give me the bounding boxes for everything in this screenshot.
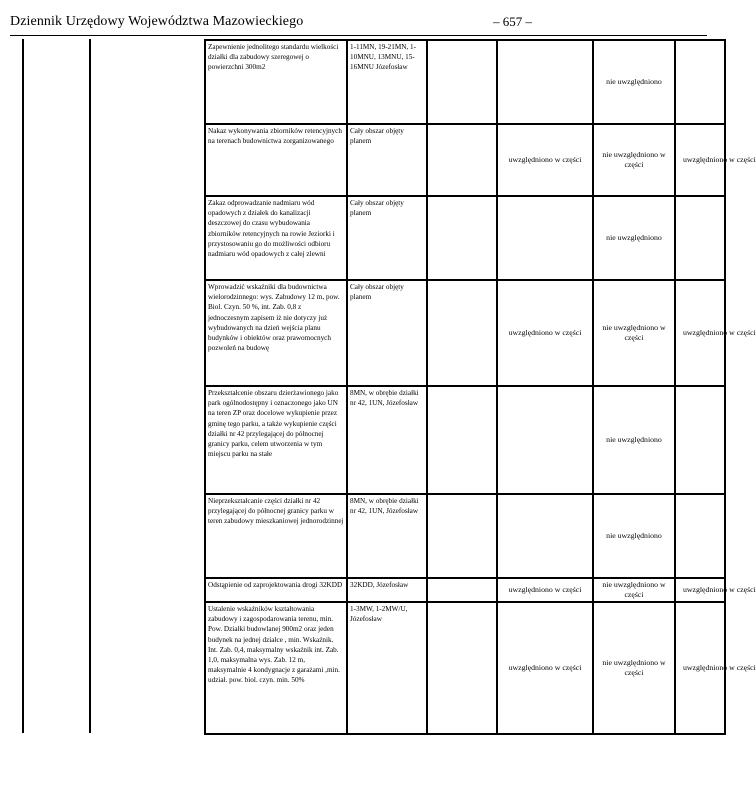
left-column-border-2 [89,39,91,733]
cell-area: 1-3MW, 1-2MW/U, Józefosław [347,602,427,734]
cell-col5: nie uwzględniono w części [593,578,675,602]
cell-col5: nie uwzględniono [593,196,675,280]
cell-col5: nie uwzględniono [593,386,675,494]
cell-col6: uwzględniono w części [675,578,725,602]
table-row [205,602,725,734]
cell-content: Zakaz odprowadzanie nadmiaru wód opadowych z działek do kanalizacji deszczowej do czasu wybudowania zbiorników retencyjnych na rowie Jeziorki i przystosowaniu go do możliwości odbioru nadmiaru wód opadowych z całej zlewni [205,196,347,280]
table-row [205,196,725,280]
cell-col3 [427,494,497,578]
table-row [205,386,725,494]
cell-col6 [675,196,725,280]
journal-title: Dziennik Urzędowy Województwa Mazowieckiego [10,14,304,29]
cell-col3 [427,196,497,280]
left-column-border-1 [22,39,24,733]
cell-col6 [675,40,725,124]
cell-area: 8MN, w obrębie działki nr 42, 1UN, Józefosław [347,494,427,578]
cell-col4: uwzględniono w części [497,124,593,196]
cell-col5: nie uwzględniono [593,494,675,578]
cell-content: Nakaz wykonywania zbiorników retencyjnych na terenach budownictwa zorganizowanego [205,124,347,196]
cell-col4: uwzględniono w części [497,578,593,602]
cell-col4: uwzględniono w części [497,280,593,386]
cell-col3 [427,578,497,602]
cell-col6: uwzględniono w części [675,602,725,734]
cell-content: Zapewnienie jednolitego standardu wielkości działki dla zabudowy szeregowej o powierzchni 300m2 [205,40,347,124]
cell-area: Cały obszar objęty planem [347,124,427,196]
cell-area: Cały obszar objęty planem [347,196,427,280]
header-rule [10,35,707,36]
cell-col3 [427,386,497,494]
cell-area: 32KDD, Józefosław [347,578,427,602]
table-row [205,124,725,196]
cell-col4 [497,196,593,280]
cell-col4: uwzględniono w części [497,602,593,734]
cell-content: Wprowadzić wskaźniki dla budownictwa wielorodzinnego: wys. Zabudowy 12 m, pow. Biol. Czyn. 50 %, int. Zab. 0,8 z jednoczesnym zapisem iż nie dotyczy już wybudowanych na dzień wejścia planu budynków i obiektów oraz prawomocnych pozwoleń na budowę [205,280,347,386]
cell-content: Odstąpienie od zaprojektowania drogi 32KDD [205,578,347,602]
cell-col5: nie uwzględniono w części [593,602,675,734]
cell-col6: uwzględniono w części [675,280,725,386]
table-row [205,280,725,386]
cell-col4 [497,494,593,578]
cell-area: 1-11MN, 19-21MN, 1-10MNU, 13MNU, 15-16MNU Józefosław [347,40,427,124]
cell-col3 [427,40,497,124]
cell-content: Przekształcenie obszaru dzierżawionego jako park ogólnodostępny i oznaczonego jako UN na teren ZP oraz docelowe wykupienie przez gminę tego parku, a także wykupienie części działki nr 42 przylegającej do północnej granicy parku, celem utworzenia w tym miejscu parku na stałe [205,386,347,494]
cell-content: Nieprzekształcanie części działki nr 42 przylegającej do północnej granicy parku w teren zabudowy mieszkaniowej jednorodzinnej [205,494,347,578]
cell-col3 [427,124,497,196]
table-row [205,494,725,578]
cell-col3 [427,602,497,734]
cell-area: Cały obszar objęty planem [347,280,427,386]
table-row [205,578,725,602]
cell-col4 [497,40,593,124]
cell-col6 [675,494,725,578]
cell-col4 [497,386,593,494]
cell-col3 [427,280,497,386]
cell-col5: nie uwzględniono [593,40,675,124]
table-row [205,40,725,124]
table-resolutions [204,39,756,735]
cell-col5: nie uwzględniono w części [593,280,675,386]
page-number: – 657 – [493,14,532,29]
cell-content: Ustalenie wskaźników kształtowania zabudowy i zagospodarowania terenu, min. Pow. Działki budowlanej 900m2 oraz jeden budynek na jednej działce , min. Wskaźnik. Int. Zab. 0,4, maksymalny wskaźnik int. Zab. 1,0, maksymalna wys. Zab. 12 m, maksymalnie 4 kondygnacje z garażami ,min. udział. pow. biol. czyn. min. 50% [205,602,347,734]
cell-col6: uwzględniono w części [675,124,725,196]
cell-area: 8MN, w obrębie działki nr 42, 1UN, Józefosław [347,386,427,494]
cell-col5: nie uwzględniono w części [593,124,675,196]
cell-col6 [675,386,725,494]
